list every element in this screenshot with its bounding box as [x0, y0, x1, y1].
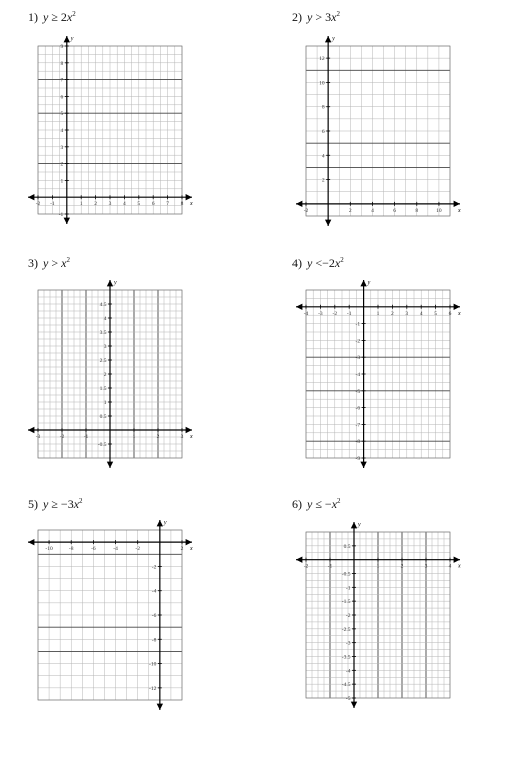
y-tick-label: -6: [355, 405, 361, 412]
inequality-variable: x: [73, 497, 80, 511]
x-tick-label: -6: [91, 546, 96, 553]
y-tick-label: 0.5: [343, 543, 351, 550]
problem-number: 6): [292, 497, 302, 511]
x-axis-label: x: [458, 310, 461, 317]
inequality-variable: x: [61, 256, 67, 270]
y-tick-label: -1: [345, 585, 351, 592]
y-tick-label: -8: [151, 637, 157, 644]
y-tick-label: 2: [60, 161, 64, 168]
x-tick-label: 2: [400, 563, 404, 570]
x-tick-label: 6: [393, 207, 396, 214]
y-tick-label: 9: [60, 44, 64, 50]
y-tick-label: -8: [355, 439, 361, 446]
y-tick-label: 3: [103, 344, 107, 350]
y-tick-label: 6: [60, 94, 64, 101]
x-tick-label: 2: [348, 207, 352, 214]
x-tick-label: -2: [59, 434, 65, 440]
x-tick-label: 7: [166, 201, 169, 208]
x-tick-label: 1: [376, 563, 380, 570]
inequality-coefficient: −: [324, 497, 332, 511]
y-tick-label: 8: [321, 104, 325, 111]
inequality-variable: x: [331, 10, 337, 24]
x-axis-label: x: [458, 563, 461, 570]
x-axis-label: x: [458, 207, 461, 214]
y-tick-label: -1: [355, 321, 361, 328]
x-tick-label: -4: [303, 310, 309, 317]
x-axis-label: x: [190, 546, 193, 553]
y-tick-label: -3: [355, 355, 361, 362]
x-tick-label: 3: [180, 434, 184, 440]
y-tick-label: -1.5: [341, 599, 351, 606]
x-tick-label: 3: [108, 201, 112, 208]
y-tick-label: -6: [151, 613, 157, 619]
x-tick-label: -4: [113, 546, 118, 553]
y-tick-label: 4: [321, 153, 325, 160]
y-tick-label: -2: [151, 564, 157, 571]
x-tick-label: 10: [436, 207, 442, 214]
y-tick-label: 0.5: [99, 414, 107, 420]
x-tick-label: 6: [151, 201, 155, 208]
x-axis-label: x: [190, 201, 193, 208]
y-tick-label: -12: [149, 685, 157, 692]
y-tick-label: -4.5: [341, 682, 351, 689]
y-tick-label: -10: [149, 661, 157, 668]
inequality-lhs: y: [307, 256, 313, 270]
inequality-operator: <: [315, 256, 323, 270]
x-tick-label: 2: [94, 201, 97, 208]
x-tick-label: 8: [180, 201, 184, 208]
x-tick-label: 4: [123, 201, 126, 208]
x-tick-label: 2: [156, 434, 160, 440]
inequality-lhs: y: [43, 10, 49, 24]
inequality-lhs: y: [43, 497, 49, 511]
inequality-lhs: y: [307, 497, 313, 511]
x-tick-label: 2: [391, 310, 394, 317]
y-tick-label: 12: [319, 56, 325, 63]
problem-number: 5): [28, 497, 38, 511]
x-axis-label: x: [190, 434, 193, 440]
inequality-coefficient: −2: [322, 256, 335, 270]
y-axis-arrow-up-icon: [351, 522, 357, 528]
x-tick-label: -2: [303, 563, 309, 570]
inequality-operator: ≥: [51, 497, 58, 511]
inequality-exponent: 2: [66, 256, 70, 264]
problem-number: 4): [292, 256, 302, 270]
y-tick-label: -7: [355, 422, 361, 429]
x-axis-arrow-right-icon: [454, 556, 460, 562]
y-tick-label: 8: [60, 60, 64, 67]
y-axis-label: y: [70, 36, 74, 42]
y-tick-label: -4: [345, 668, 351, 675]
y-tick-label: 4: [60, 128, 64, 134]
inequality-exponent: 2: [340, 256, 344, 264]
y-tick-label: 3: [60, 144, 64, 151]
y-tick-label: -3.5: [341, 654, 351, 661]
x-tick-label: -3: [35, 434, 41, 440]
inequality-operator: ≤: [315, 497, 322, 511]
inequality-exponent: 2: [79, 497, 83, 505]
x-tick-label: 1: [376, 310, 380, 317]
inequality-coefficient: −3: [60, 497, 74, 511]
x-tick-label: -2: [135, 546, 140, 553]
y-tick-label: 5: [60, 111, 64, 118]
x-axis-arrow-left-icon: [296, 556, 302, 562]
y-tick-label: 7: [60, 77, 64, 84]
y-axis-label: y: [367, 280, 371, 286]
x-tick-label: 4: [419, 310, 423, 317]
problem-number: 3): [28, 256, 38, 270]
y-axis-label: y: [163, 520, 167, 526]
x-tick-label: 3: [405, 310, 409, 317]
y-tick-label: -2: [355, 338, 361, 345]
y-tick-label: 2.5: [99, 358, 107, 364]
y-axis-label: y: [332, 36, 335, 42]
y-tick-label: 6: [321, 129, 325, 135]
y-tick-label: -1: [58, 212, 64, 218]
x-tick-label: -1: [50, 201, 55, 208]
inequality-lhs: y: [307, 10, 313, 24]
inequality-lhs: y: [43, 256, 49, 270]
x-tick-label: -2: [303, 207, 309, 214]
y-tick-label: 1: [60, 178, 64, 185]
inequality-exponent: 2: [72, 10, 76, 18]
x-tick-label: 5: [434, 310, 437, 317]
inequality-operator: >: [315, 10, 323, 24]
problem-number: 2): [292, 10, 302, 24]
y-tick-label: 3.5: [99, 330, 107, 336]
y-tick-label: -4: [151, 588, 157, 595]
x-tick-label: 4: [371, 207, 374, 214]
y-axis-label: y: [358, 522, 361, 528]
inequality-operator: >: [51, 256, 59, 270]
x-tick-label: 4: [448, 563, 452, 570]
x-tick-label: -3: [318, 310, 323, 317]
x-tick-label: 5: [137, 201, 141, 208]
x-tick-label: 6: [448, 310, 452, 317]
x-tick-label: -10: [45, 546, 53, 553]
x-tick-label: 1: [132, 434, 136, 440]
y-tick-label: 10: [319, 80, 325, 87]
x-tick-label: 8: [415, 207, 419, 214]
y-axis-arrow-down-icon: [351, 702, 357, 708]
y-tick-label: 2: [103, 372, 107, 378]
y-axis-label: y: [114, 280, 117, 286]
y-tick-label: -0.5: [97, 442, 107, 448]
y-tick-label: -5: [355, 388, 361, 395]
inequality-operator: ≥: [51, 10, 58, 24]
y-tick-label: -3: [345, 640, 351, 647]
y-tick-label: -0.5: [341, 571, 351, 578]
y-tick-label: -4: [355, 372, 361, 378]
inequality-exponent: 2: [336, 10, 340, 18]
inequality-coefficient: 3: [325, 10, 332, 24]
x-tick-label: -1: [83, 434, 89, 440]
y-tick-label: 2: [321, 177, 325, 184]
x-tick-label: 3: [424, 563, 428, 570]
problem-number: 1): [28, 10, 38, 24]
y-tick-label: 1.5: [99, 386, 107, 392]
x-tick-label: -2: [332, 310, 338, 317]
x-tick-label: 2: [180, 546, 184, 553]
x-tick-label: -2: [35, 201, 41, 208]
y-tick-label: 4.5: [99, 302, 107, 308]
x-tick-label: 1: [79, 201, 83, 208]
x-tick-label: -8: [68, 546, 74, 553]
inequality-variable: x: [66, 10, 73, 24]
y-tick-label: 4: [103, 316, 107, 322]
x-tick-label: -1: [327, 563, 333, 570]
y-tick-label: -9: [355, 456, 361, 462]
y-tick-label: 1: [103, 400, 107, 406]
inequality-exponent: 2: [337, 497, 341, 505]
y-tick-label: -5: [345, 696, 351, 702]
y-tick-label: -2: [345, 613, 351, 619]
y-tick-label: -2.5: [341, 626, 351, 633]
inequality-variable: x: [334, 256, 341, 270]
inequality-coefficient: 2: [60, 10, 67, 24]
x-tick-label: -1: [346, 310, 352, 317]
inequality-variable: x: [331, 497, 338, 511]
